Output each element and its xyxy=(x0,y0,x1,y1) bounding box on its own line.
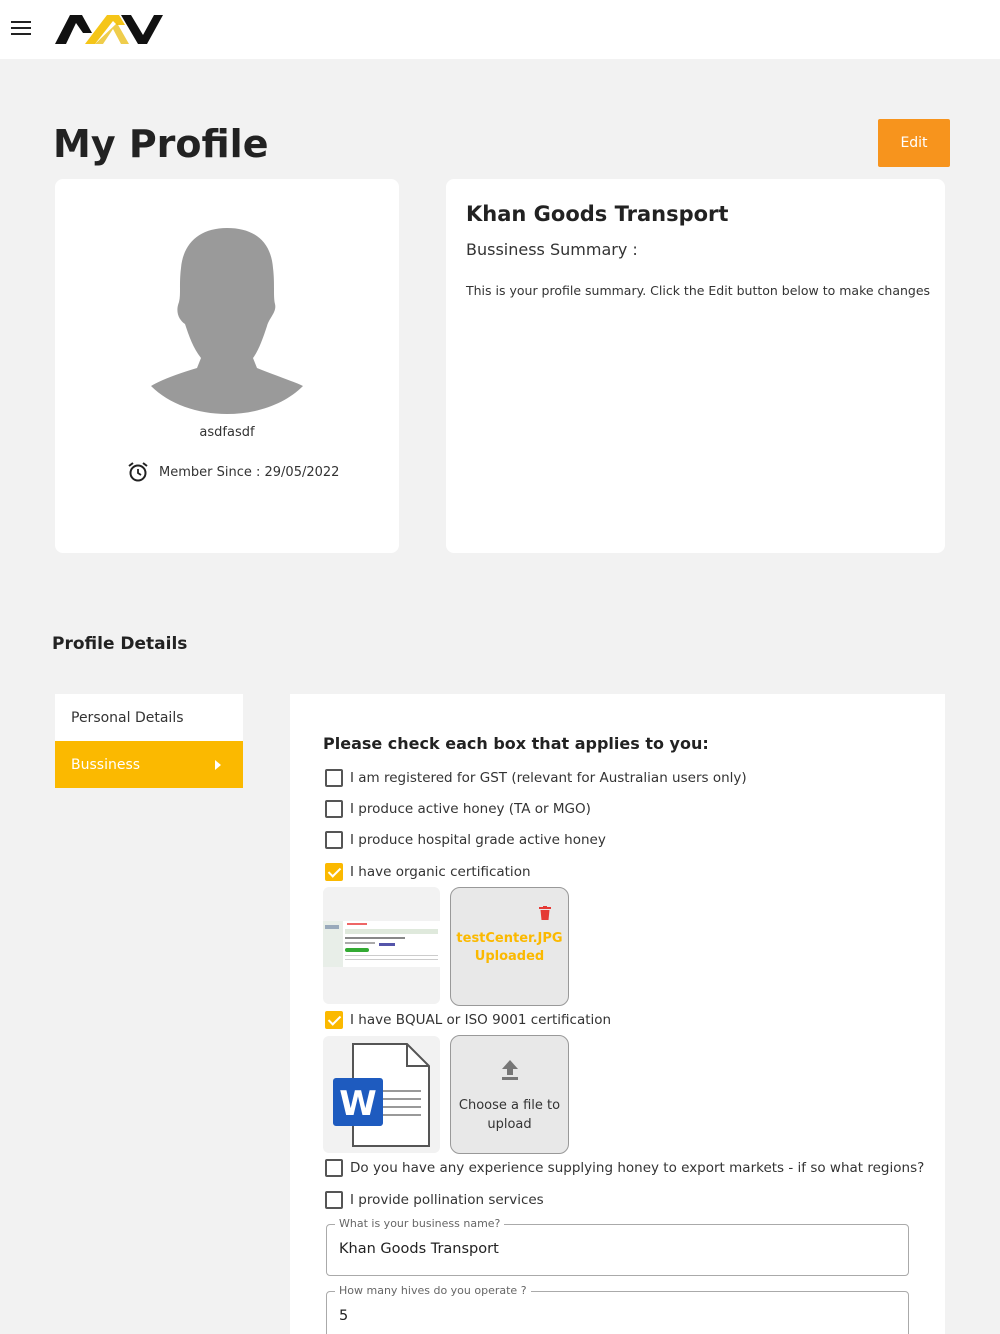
checkbox-box[interactable] xyxy=(325,1011,343,1029)
checkbox-label: I have organic certification xyxy=(350,864,531,880)
field-value[interactable]: Khan Goods Transport xyxy=(339,1241,499,1257)
trash-icon[interactable] xyxy=(539,906,551,920)
checkbox-label: I produce active honey (TA or MGO) xyxy=(350,801,591,817)
organic-certificate-thumbnail[interactable] xyxy=(323,887,440,1004)
word-document-icon[interactable] xyxy=(323,1036,440,1153)
field-label: What is your business name? xyxy=(335,1217,504,1230)
upload-icon xyxy=(501,1060,519,1080)
checkbox-box[interactable] xyxy=(325,863,343,881)
nav-item-label: Personal Details xyxy=(71,709,184,726)
business-form xyxy=(290,694,945,1334)
checkbox-box[interactable] xyxy=(325,831,343,849)
form-heading: Please check each box that applies to you: xyxy=(323,734,709,753)
nav-item-business[interactable] xyxy=(55,741,243,788)
uploaded-status-text: Uploaded xyxy=(474,949,545,964)
organic-checkbox[interactable] xyxy=(325,863,531,881)
uploaded-file-name: testCenter.JPG xyxy=(456,931,563,946)
checkbox-label: I am registered for GST (relevant for Australian users only) xyxy=(350,770,747,786)
bqual-upload-tile[interactable] xyxy=(450,1035,569,1154)
page-title: My Profile xyxy=(53,122,269,166)
hives-count-field[interactable] xyxy=(326,1284,909,1334)
checkbox-label: I produce hospital grade active honey xyxy=(350,832,606,848)
gst-checkbox[interactable] xyxy=(325,769,747,787)
profile-details-title: Profile Details xyxy=(52,634,188,654)
username: asdfasdf xyxy=(199,425,255,440)
field-label: How many hives do you operate ? xyxy=(335,1284,531,1297)
business-name: Khan Goods Transport xyxy=(466,202,729,226)
business-name-field[interactable] xyxy=(326,1217,909,1276)
member-since-text: Member Since : 29/05/2022 xyxy=(159,464,340,480)
pollination-checkbox[interactable] xyxy=(325,1191,544,1209)
business-summary-label: Bussiness Summary : xyxy=(466,240,638,259)
checkbox-box[interactable] xyxy=(325,769,343,787)
hamburger-icon[interactable] xyxy=(11,21,31,37)
caret-right-icon xyxy=(215,760,221,770)
top-bar xyxy=(0,0,1000,59)
checkbox-box[interactable] xyxy=(325,800,343,818)
business-summary-text: This is your profile summary. Click the Edit button below to make changes xyxy=(466,283,931,298)
checkbox-box[interactable] xyxy=(325,1191,343,1209)
avatar[interactable] xyxy=(147,224,307,418)
nav-item-personal-details[interactable] xyxy=(55,694,243,741)
organic-upload-tile[interactable] xyxy=(450,887,569,1006)
checkbox-box[interactable] xyxy=(325,1159,343,1177)
alarm-clock-icon xyxy=(127,461,149,483)
checkbox-label: I provide pollination services xyxy=(350,1192,544,1208)
checkbox-label: Do you have any experience supplying honey to export markets - if so what regions? xyxy=(350,1160,925,1176)
nav-item-label: Bussiness xyxy=(71,756,141,773)
active-honey-checkbox[interactable] xyxy=(325,800,591,818)
bqual-checkbox[interactable] xyxy=(325,1011,611,1029)
upload-status xyxy=(451,930,568,966)
hospital-grade-checkbox[interactable] xyxy=(325,831,606,849)
svg-text:W: W xyxy=(339,1084,377,1124)
logo[interactable] xyxy=(55,13,163,49)
summary-card xyxy=(446,179,945,553)
profile-card xyxy=(55,179,399,553)
details-nav xyxy=(55,694,243,788)
checkbox-label: I have BQUAL or ISO 9001 certification xyxy=(350,1012,612,1028)
export-experience-checkbox[interactable] xyxy=(325,1159,924,1177)
field-value[interactable]: 5 xyxy=(339,1308,349,1324)
member-since xyxy=(127,461,339,483)
choose-file-text: Choose a file to upload xyxy=(458,1098,561,1132)
edit-button[interactable]: Edit xyxy=(878,119,950,167)
